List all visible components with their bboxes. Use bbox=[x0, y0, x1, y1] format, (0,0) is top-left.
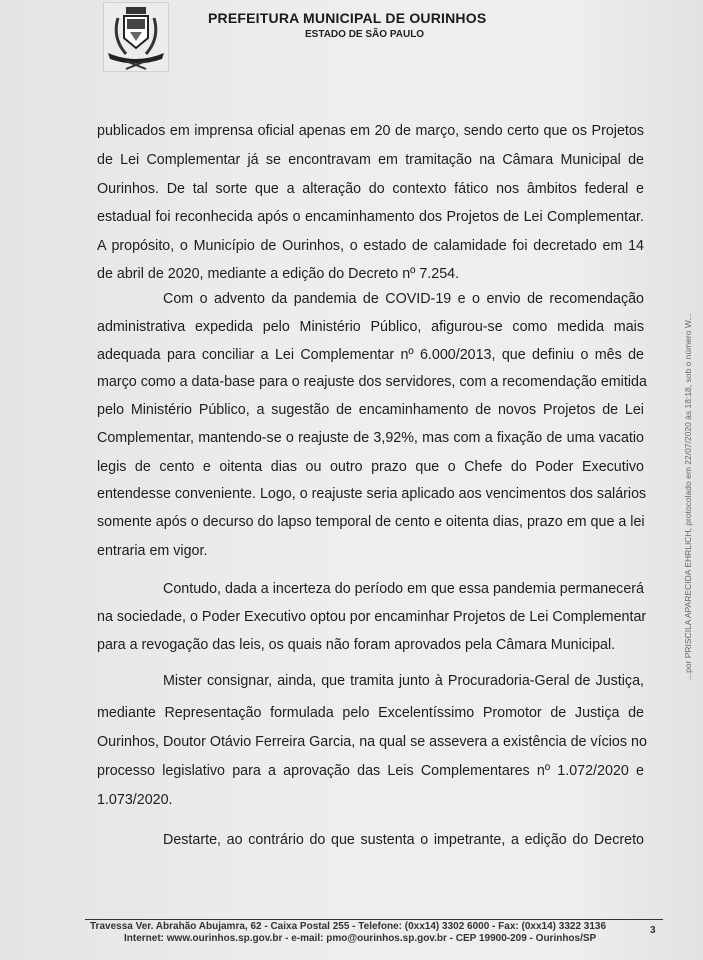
text-line: Complementar, mantendo-se o reajuste de 3,92%, mas com a fixação de uma vacatio bbox=[97, 430, 644, 446]
text-line: estadual foi reconhecida após o encaminhamento dos Projetos de Lei Complementar. bbox=[97, 209, 644, 225]
text-line: administrativa expedida pelo Ministério Público, afigurou-se como medida mais bbox=[97, 319, 644, 335]
footer-divider bbox=[85, 919, 663, 920]
text-line: publicados em imprensa oficial apenas em 20 de março, sendo certo que os Projetos bbox=[97, 123, 644, 139]
footer-address: Travessa Ver. Abrahão Abujamra, 62 - Caixa Postal 255 - Telefone: (0xx14) 3302 6000 - Fax: (0xx14) 3322 3136 bbox=[90, 921, 607, 932]
text-line: para a revogação das leis, os quais não foram aprovados pela Câmara Municipal. bbox=[97, 637, 616, 653]
text-line: adequada para conciliar a Lei Complementar nº 6.000/2013, que definiu o mês de bbox=[97, 347, 644, 363]
text-line: 1.073/2020. bbox=[97, 792, 173, 808]
page-number: 3 bbox=[650, 925, 656, 936]
text-line: de abril de 2020, mediante a edição do Decreto nº 7.254. bbox=[97, 266, 460, 282]
text-line: março como a data-base para o reajuste dos servidores, com a recomendação emitida bbox=[97, 374, 647, 390]
text-line: entraria em vigor. bbox=[97, 543, 208, 559]
municipal-coat-of-arms-logo bbox=[103, 2, 169, 72]
text-line: Destarte, ao contrário do que sustenta o impetrante, a edição do Decreto bbox=[163, 832, 644, 848]
text-line: pelo Ministério Público, a sugestão de encaminhamento de novos Projetos de Lei bbox=[97, 402, 644, 418]
text-line: Ourinhos, Doutor Otávio Ferreira Garcia, na qual se assevera a existência de vícios no bbox=[97, 734, 647, 750]
text-line: processo legislativo para a aprovação das Leis Complementares nº 1.072/2020 e bbox=[97, 763, 644, 779]
text-line: na sociedade, o Poder Executivo optou por encaminhar Projetos de Lei Complementar bbox=[97, 609, 647, 625]
text-line: legis de cento e oitenta dias ou outro prazo que o Chefe do Poder Executivo bbox=[97, 459, 644, 475]
text-line: Com o advento da pandemia de COVID-19 e o envio de recomendação bbox=[163, 291, 644, 307]
text-line: A propósito, o Município de Ourinhos, o estado de calamidade foi decretado em 14 bbox=[97, 238, 644, 254]
text-line: Contudo, dada a incerteza do período em que essa pandemia permanecerá bbox=[163, 581, 644, 597]
text-line: mediante Representação formulada pelo Excelentíssimo Promotor de Justiça de bbox=[97, 705, 644, 721]
text-line: Mister consignar, ainda, que tramita junto à Procuradoria-Geral de Justiça, bbox=[163, 673, 644, 689]
footer-contact: Internet: www.ourinhos.sp.gov.br - e-mail: pmo@ourinhos.sp.gov.br - CEP 19900-209 - Ourinhos/SP bbox=[124, 933, 597, 944]
text-line: de Lei Complementar já se encontravam em tramitação na Câmara Municipal de bbox=[97, 152, 644, 168]
text-line: Ourinhos. De tal sorte que a alteração do contexto fático nos âmbitos federal e bbox=[97, 181, 644, 197]
text-line: entendesse conveniente. Logo, o reajuste seria aplicado aos vencimentos dos salários bbox=[97, 486, 647, 502]
header-subtitle: ESTADO DE SÃO PAULO bbox=[305, 29, 425, 40]
text-line: somente após o decurso do lapso temporal de cento e oitenta dias, prazo em que a lei bbox=[97, 514, 645, 530]
header-title: PREFEITURA MUNICIPAL DE OURINHOS bbox=[208, 10, 487, 26]
margin-protocol-stamp: ...por PRISCILA APARECIDA EHRLICH, protocolado em 22/07/2020 às 18:18, sob o número W... bbox=[683, 313, 693, 680]
